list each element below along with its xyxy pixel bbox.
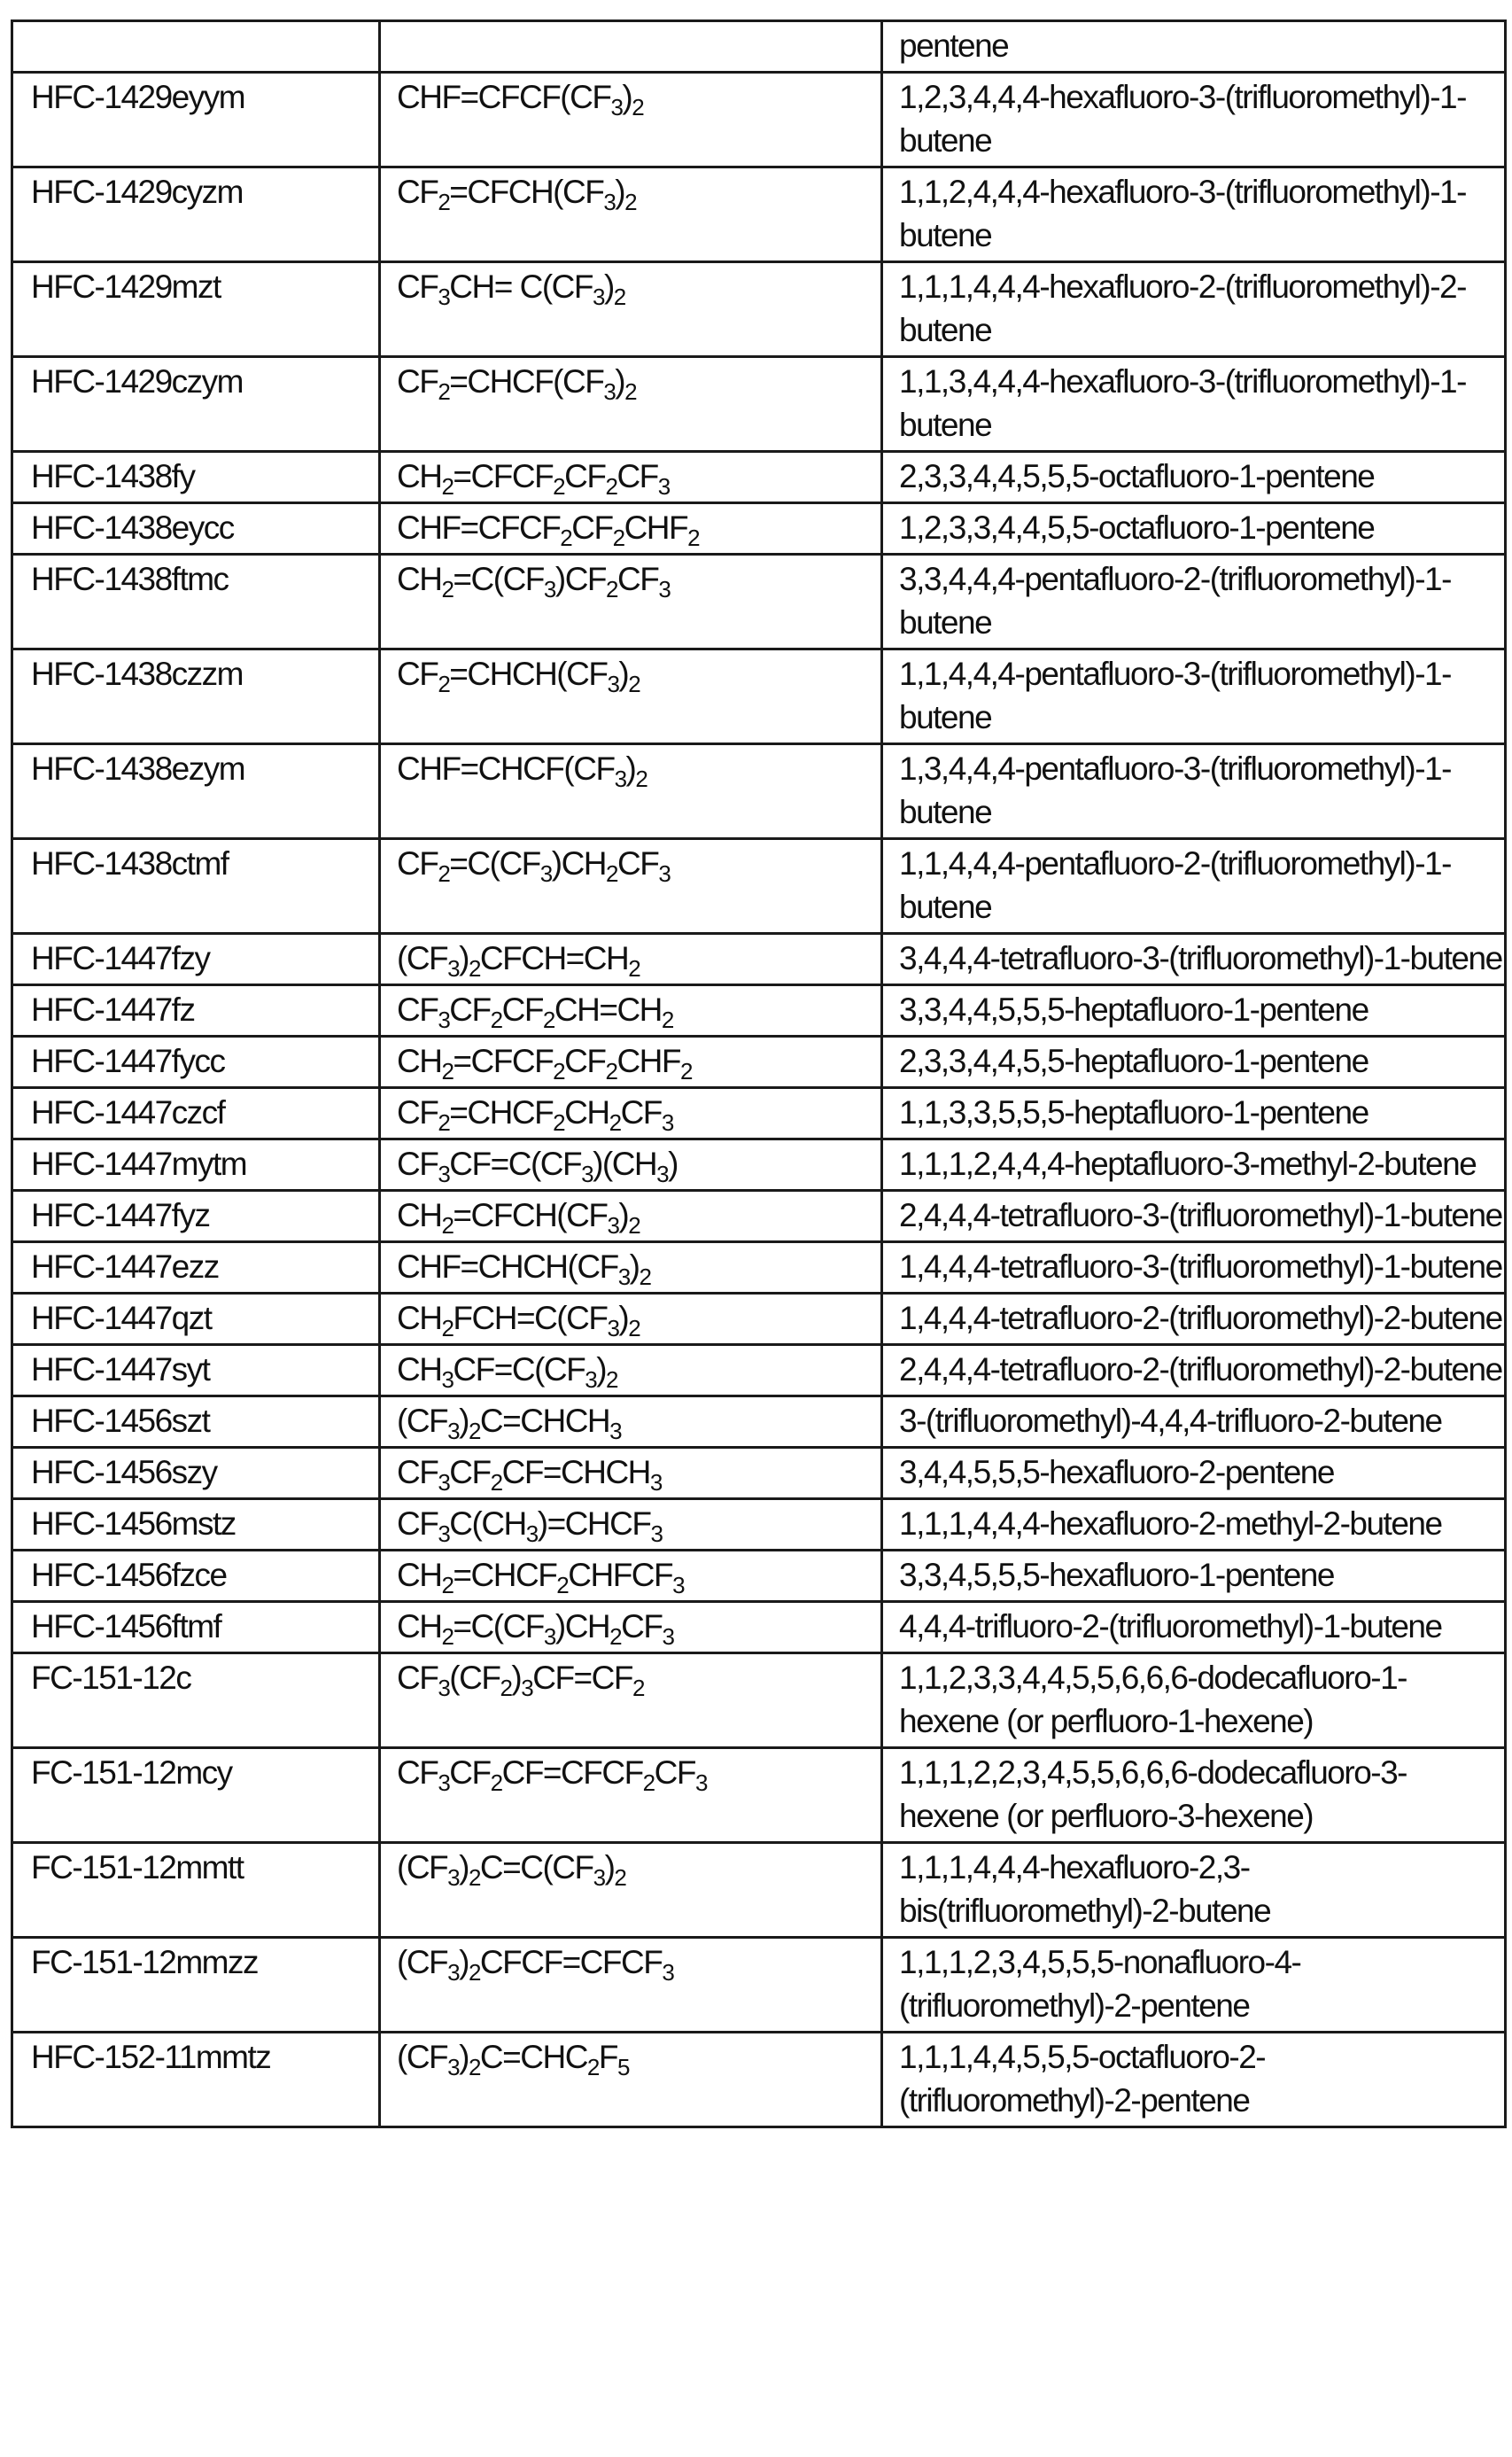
structure-cell: $CF_3CF=C(CF_3)(CH_3)$ bbox=[380, 1139, 882, 1191]
chemical-name-cell: 4,4,4-trifluoro-2-(trifluoromethyl)-1-butene bbox=[882, 1602, 1506, 1653]
table-row bbox=[12, 1602, 1506, 1653]
code-cell: HFC-1429czym bbox=[12, 357, 380, 452]
structure-cell: $CF_2=CHCF_2CH_2CF_3$ bbox=[380, 1088, 882, 1139]
code-cell: HFC-1429cyzm bbox=[12, 167, 380, 262]
table-row bbox=[12, 555, 1506, 649]
chemical-name-cell: 1,1,1,4,4,5,5,5-octafluoro-2-(trifluoromethyl)-2-pentene bbox=[882, 2033, 1506, 2127]
code-cell: HFC-1438fy bbox=[12, 452, 380, 503]
structure-cell: $(CF_3)_2C=C(CF_3)_2$ bbox=[380, 1843, 882, 1938]
chemical-name-cell: 1,1,1,4,4,4-hexafluoro-2-methyl-2-butene bbox=[882, 1499, 1506, 1551]
code-cell: HFC-1447qzt bbox=[12, 1294, 380, 1345]
table-row bbox=[12, 1938, 1506, 2033]
compound-table-body bbox=[12, 21, 1506, 2127]
table-row bbox=[12, 73, 1506, 167]
chemical-name-cell: 1,1,3,4,4,4-hexafluoro-3-(trifluoromethyl)-1-butene bbox=[882, 357, 1506, 452]
chemical-name-cell: 3,3,4,5,5,5-hexafluoro-1-pentene bbox=[882, 1551, 1506, 1602]
code-cell: HFC-1447fycc bbox=[12, 1037, 380, 1088]
chemical-name-cell: 1,1,1,2,4,4,4-heptafluoro-3-methyl-2-butene bbox=[882, 1139, 1506, 1191]
chemical-name-cell: 1,1,1,4,4,4-hexafluoro-2,3-bis(trifluoromethyl)-2-butene bbox=[882, 1843, 1506, 1938]
structure-cell: $CH_2=CFCF_2CF_2CF_3$ bbox=[380, 452, 882, 503]
chemical-name-cell: 1,1,4,4,4-pentafluoro-3-(trifluoromethyl)-1-butene bbox=[882, 649, 1506, 744]
code-cell: HFC-1456mstz bbox=[12, 1499, 380, 1551]
table-row bbox=[12, 1345, 1506, 1396]
table-row bbox=[12, 985, 1506, 1037]
table-row bbox=[12, 1396, 1506, 1448]
chemical-name-cell: 1,3,4,4,4-pentafluoro-3-(trifluoromethyl)-1-butene bbox=[882, 744, 1506, 839]
code-cell: HFC-1447ezz bbox=[12, 1242, 380, 1294]
chemical-name-cell: 2,3,3,4,4,5,5,5-octafluoro-1-pentene bbox=[882, 452, 1506, 503]
chemical-name-cell: 1,2,3,4,4,4-hexafluoro-3-(trifluoromethyl)-1-butene bbox=[882, 73, 1506, 167]
structure-cell: $CH_2=CFCF_2CF_2CHF_2$ bbox=[380, 1037, 882, 1088]
code-cell: HFC-1447fz bbox=[12, 985, 380, 1037]
chemical-name-cell: 3,4,4,4-tetrafluoro-3-(trifluoromethyl)-1-butene bbox=[882, 934, 1506, 985]
code-cell: FC-151-12mmtt bbox=[12, 1843, 380, 1938]
code-cell: HFC-152-11mmtz bbox=[12, 2033, 380, 2127]
chemical-name-cell: 1,1,3,3,5,5,5-heptafluoro-1-pentene bbox=[882, 1088, 1506, 1139]
code-cell: HFC-1447syt bbox=[12, 1345, 380, 1396]
structure-cell: $CF_3(CF_2)_3CF=CF_2$ bbox=[380, 1653, 882, 1748]
chemical-name-cell: 1,1,1,2,2,3,4,5,5,6,6,6-dodecafluoro-3-hexene (or perfluoro-3-hexene) bbox=[882, 1748, 1506, 1843]
table-row bbox=[12, 452, 1506, 503]
code-cell: HFC-1456fzce bbox=[12, 1551, 380, 1602]
code-cell: HFC-1438eycc bbox=[12, 503, 380, 555]
table-row bbox=[12, 1191, 1506, 1242]
table-row bbox=[12, 934, 1506, 985]
structure-cell: $CH_2=C(CF_3)CH_2CF_3$ bbox=[380, 1602, 882, 1653]
code-cell: HFC-1447czcf bbox=[12, 1088, 380, 1139]
chemical-name-cell: 1,1,1,4,4,4-hexafluoro-2-(trifluoromethyl)-2-butene bbox=[882, 262, 1506, 357]
chemical-name-cell: 1,1,2,4,4,4-hexafluoro-3-(trifluoromethyl)-1-butene bbox=[882, 167, 1506, 262]
structure-cell: $CH_2=C(CF_3)CF_2CF_3$ bbox=[380, 555, 882, 649]
table-row bbox=[12, 1037, 1506, 1088]
table-row bbox=[12, 744, 1506, 839]
structure-cell: $CF_2=CFCH(CF_3)_2$ bbox=[380, 167, 882, 262]
structure-cell: $(CF_3)_2CFCH=CH_2$ bbox=[380, 934, 882, 985]
chemical-name-cell: 3,4,4,5,5,5-hexafluoro-2-pentene bbox=[882, 1448, 1506, 1499]
chemical-name-cell: 3,3,4,4,5,5,5-heptafluoro-1-pentene bbox=[882, 985, 1506, 1037]
code-cell: HFC-1456ftmf bbox=[12, 1602, 380, 1653]
table-row bbox=[12, 503, 1506, 555]
table-row bbox=[12, 357, 1506, 452]
table-row bbox=[12, 839, 1506, 934]
code-cell: HFC-1447fyz bbox=[12, 1191, 380, 1242]
code-cell: HFC-1438ftmc bbox=[12, 555, 380, 649]
table-row bbox=[12, 649, 1506, 744]
structure-cell: $CH_3CF=C(CF_3)_2$ bbox=[380, 1345, 882, 1396]
chemical-name-cell: 2,3,3,4,4,5,5-heptafluoro-1-pentene bbox=[882, 1037, 1506, 1088]
chemical-name-cell: pentene bbox=[882, 21, 1506, 73]
structure-cell bbox=[380, 21, 882, 73]
chemical-name-cell: 2,4,4,4-tetrafluoro-3-(trifluoromethyl)-1-butene bbox=[882, 1191, 1506, 1242]
table-row bbox=[12, 262, 1506, 357]
code-cell: HFC-1429mzt bbox=[12, 262, 380, 357]
code-cell: HFC-1447fzy bbox=[12, 934, 380, 985]
chemical-name-cell: 3-(trifluoromethyl)-4,4,4-trifluoro-2-butene bbox=[882, 1396, 1506, 1448]
structure-cell: $CF_3CH= C(CF_3)_2$ bbox=[380, 262, 882, 357]
chemical-name-cell: 1,2,3,3,4,4,5,5-octafluoro-1-pentene bbox=[882, 503, 1506, 555]
code-cell: FC-151-12mcy bbox=[12, 1748, 380, 1843]
table-row bbox=[12, 1748, 1506, 1843]
structure-cell: $CF_3CF_2CF=CFCF_2CF_3$ bbox=[380, 1748, 882, 1843]
structure-cell: $CF_3CF_2CF=CHCH_3$ bbox=[380, 1448, 882, 1499]
code-cell: HFC-1438ezym bbox=[12, 744, 380, 839]
structure-cell: $CF_3C(CH_3)=CHCF_3$ bbox=[380, 1499, 882, 1551]
structure-cell: $(CF_3)_2C=CHC_2F_5$ bbox=[380, 2033, 882, 2127]
chemical-name-cell: 1,1,4,4,4-pentafluoro-2-(trifluoromethyl)-1-butene bbox=[882, 839, 1506, 934]
table-row bbox=[12, 1294, 1506, 1345]
structure-cell: $CHF=CFCF(CF_3)_2$ bbox=[380, 73, 882, 167]
code-cell: FC-151-12c bbox=[12, 1653, 380, 1748]
table-row bbox=[12, 1088, 1506, 1139]
table-row bbox=[12, 1242, 1506, 1294]
compound-table bbox=[11, 19, 1507, 2128]
table-row bbox=[12, 1843, 1506, 1938]
table-row bbox=[12, 1551, 1506, 1602]
chemical-name-cell: 3,3,4,4,4-pentafluoro-2-(trifluoromethyl)-1-butene bbox=[882, 555, 1506, 649]
table-row bbox=[12, 1139, 1506, 1191]
structure-cell: $CF_3CF_2CF_2CH=CH_2$ bbox=[380, 985, 882, 1037]
code-cell: FC-151-12mmzz bbox=[12, 1938, 380, 2033]
table-row bbox=[12, 167, 1506, 262]
structure-cell: $CHF=CFCF_2CF_2CHF_2$ bbox=[380, 503, 882, 555]
code-cell: HFC-1456szt bbox=[12, 1396, 380, 1448]
structure-cell: $(CF_3)_2CFCF=CFCF_3$ bbox=[380, 1938, 882, 2033]
structure-cell: $CHF=CHCF(CF_3)_2$ bbox=[380, 744, 882, 839]
code-cell: HFC-1456szy bbox=[12, 1448, 380, 1499]
table-row bbox=[12, 1653, 1506, 1748]
chemical-name-cell: 2,4,4,4-tetrafluoro-2-(trifluoromethyl)-2-butene bbox=[882, 1345, 1506, 1396]
chemical-name-cell: 1,1,1,2,3,4,5,5,5-nonafluoro-4-(trifluoromethyl)-2-pentene bbox=[882, 1938, 1506, 2033]
structure-cell: $CH_2=CFCH(CF_3)_2$ bbox=[380, 1191, 882, 1242]
table-row bbox=[12, 2033, 1506, 2127]
code-cell bbox=[12, 21, 380, 73]
structure-cell: $(CF_3)_2C=CHCH_3$ bbox=[380, 1396, 882, 1448]
table-row bbox=[12, 1499, 1506, 1551]
structure-cell: $CF_2=CHCH(CF_3)_2$ bbox=[380, 649, 882, 744]
chemical-name-cell: 1,1,2,3,3,4,4,5,5,6,6,6-dodecafluoro-1-hexene (or perfluoro-1-hexene) bbox=[882, 1653, 1506, 1748]
code-cell: HFC-1438czzm bbox=[12, 649, 380, 744]
structure-cell: $CF_2=CHCF(CF_3)_2$ bbox=[380, 357, 882, 452]
chemical-name-cell: 1,4,4,4-tetrafluoro-2-(trifluoromethyl)-2-butene bbox=[882, 1294, 1506, 1345]
structure-cell: $CH_2FCH=C(CF_3)_2$ bbox=[380, 1294, 882, 1345]
structure-cell: $CH_2=CHCF_2CHFCF_3$ bbox=[380, 1551, 882, 1602]
chemical-name-cell: 1,4,4,4-tetrafluoro-3-(trifluoromethyl)-1-butene bbox=[882, 1242, 1506, 1294]
code-cell: HFC-1447mytm bbox=[12, 1139, 380, 1191]
table-row bbox=[12, 1448, 1506, 1499]
structure-cell: $CHF=CHCH(CF_3)_2$ bbox=[380, 1242, 882, 1294]
structure-cell: $CF_2=C(CF_3)CH_2CF_3$ bbox=[380, 839, 882, 934]
code-cell: HFC-1438ctmf bbox=[12, 839, 380, 934]
code-cell: HFC-1429eyym bbox=[12, 73, 380, 167]
continuation-row bbox=[12, 21, 1506, 73]
